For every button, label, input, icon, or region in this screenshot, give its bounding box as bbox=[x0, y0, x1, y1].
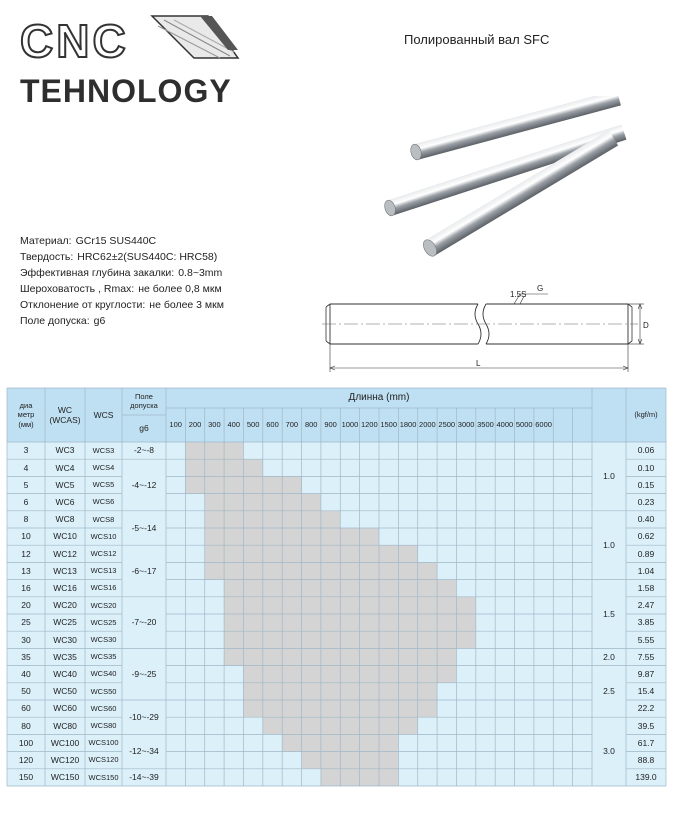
row-weight: 15.4 bbox=[637, 686, 655, 697]
row-diameter: 13 bbox=[21, 565, 31, 576]
logo-line1: CNC bbox=[20, 15, 129, 67]
tolerance-range: -6~-17 bbox=[131, 565, 157, 576]
row-wc: WC3 bbox=[55, 445, 75, 456]
header-length-2500: 2500 bbox=[438, 420, 456, 430]
header-length-5000: 5000 bbox=[515, 420, 533, 430]
row-wcs: WCS16 bbox=[90, 583, 117, 593]
spec-roughness: Шероховатость , Rmax: не более 0,8 мкм bbox=[20, 283, 222, 296]
row-diameter: 20 bbox=[21, 600, 31, 611]
row-weight: 1.58 bbox=[637, 582, 655, 593]
tolerance-range: -2~-8 bbox=[133, 445, 155, 456]
extra-value: 1.0 bbox=[603, 471, 615, 482]
extra-value: 3.0 bbox=[603, 746, 615, 757]
row-weight: 7.55 bbox=[637, 651, 655, 662]
header-length-4000: 4000 bbox=[496, 420, 514, 430]
row-weight: 39.5 bbox=[637, 720, 655, 731]
row-diameter: 5 bbox=[23, 479, 29, 490]
header-length-300: 300 bbox=[208, 420, 221, 430]
row-wc: WC12 bbox=[53, 548, 77, 559]
d-label: D bbox=[643, 321, 649, 330]
extra-value: 1.0 bbox=[603, 539, 615, 550]
extra-value: 2.5 bbox=[603, 686, 615, 697]
header-length-900: 900 bbox=[324, 420, 337, 430]
row-wc: WC60 bbox=[53, 703, 77, 714]
header-length-6000: 6000 bbox=[535, 420, 552, 430]
header-length-100: 100 bbox=[169, 420, 182, 430]
header-length-1800: 1800 bbox=[399, 420, 417, 430]
row-weight: 0.40 bbox=[637, 514, 655, 525]
row-weight: 0.23 bbox=[637, 496, 655, 507]
header-length-400: 400 bbox=[227, 420, 241, 430]
tolerance-range: -14~-39 bbox=[129, 772, 159, 783]
spec-hardness: Твердость: HRC62±2(SUS440C: HRC58) bbox=[20, 251, 218, 264]
row-wcs: WCS5 bbox=[92, 480, 115, 490]
header-length-1500: 1500 bbox=[380, 420, 398, 430]
row-diameter: 120 bbox=[18, 754, 34, 765]
row-diameter: 3 bbox=[23, 445, 29, 456]
row-weight: 0.06 bbox=[637, 445, 655, 456]
row-weight: 2.47 bbox=[637, 600, 655, 611]
row-diameter: 6 bbox=[23, 496, 29, 507]
header-length-500: 500 bbox=[246, 420, 260, 430]
header-length-700: 700 bbox=[285, 420, 299, 430]
g-label: G bbox=[537, 284, 544, 293]
header-length-200: 200 bbox=[188, 420, 202, 430]
header-length-1000: 1000 bbox=[341, 420, 359, 430]
row-wcs: WCS10 bbox=[90, 531, 117, 541]
row-wc: WC120 bbox=[50, 754, 80, 765]
tolerance-range: -5~-14 bbox=[131, 522, 157, 533]
row-wc: WC100 bbox=[50, 737, 80, 748]
extra-value: 2.0 bbox=[603, 651, 615, 662]
row-wc: WC20 bbox=[53, 600, 77, 611]
row-wc: WC6 bbox=[55, 496, 75, 507]
row-wc: WC13 bbox=[53, 565, 77, 576]
row-wcs: WCS120 bbox=[88, 755, 119, 765]
row-wc: WC50 bbox=[53, 686, 77, 697]
row-diameter: 50 bbox=[21, 686, 31, 697]
row-diameter: 25 bbox=[21, 617, 31, 628]
row-weight: 61.7 bbox=[637, 737, 655, 748]
row-weight: 88.8 bbox=[637, 754, 655, 765]
row-diameter: 40 bbox=[21, 668, 31, 679]
row-diameter: 60 bbox=[21, 703, 31, 714]
row-wc: WC16 bbox=[53, 582, 77, 593]
row-diameter: 4 bbox=[23, 462, 29, 473]
header-diameter: диа метр (мм) bbox=[17, 400, 35, 429]
row-wcs: WCS25 bbox=[90, 617, 117, 627]
header-length-1200: 1200 bbox=[360, 420, 378, 430]
spec-tolerance: Поле допуска: g6 bbox=[20, 315, 106, 328]
row-wcs: WCS100 bbox=[88, 738, 119, 748]
row-wc: WC25 bbox=[53, 617, 77, 628]
row-diameter: 8 bbox=[23, 514, 29, 525]
row-diameter: 35 bbox=[21, 651, 31, 662]
header-length-3500: 3500 bbox=[477, 420, 494, 430]
row-wc: WC30 bbox=[53, 634, 77, 645]
tolerance-range: -9~-25 bbox=[131, 668, 157, 679]
row-weight: 139.0 bbox=[635, 772, 657, 783]
row-diameter: 30 bbox=[21, 634, 31, 645]
row-weight: 3.85 bbox=[637, 617, 655, 628]
row-wcs: WCS20 bbox=[90, 600, 117, 610]
row-wcs: WCS50 bbox=[90, 686, 117, 696]
row-weight: 5.55 bbox=[637, 634, 655, 645]
document-title: Полированный вал SFC bbox=[404, 32, 550, 47]
row-wcs: WCS8 bbox=[92, 514, 115, 524]
row-diameter: 80 bbox=[21, 720, 31, 731]
spec-case-depth: Эффективная глубина закалки: 0.8~3mm bbox=[20, 267, 223, 280]
row-weight: 9.87 bbox=[637, 668, 655, 679]
header-length-3000: 3000 bbox=[457, 420, 475, 430]
tolerance-range: -4~-12 bbox=[131, 479, 157, 490]
row-diameter: 10 bbox=[21, 531, 31, 542]
row-diameter: 16 bbox=[21, 582, 31, 593]
row-wcs: WCS80 bbox=[90, 721, 117, 731]
row-wcs: WCS6 bbox=[92, 497, 115, 507]
row-wc: WC4 bbox=[55, 462, 75, 473]
row-wcs: WCS35 bbox=[90, 652, 117, 662]
row-wc: WC150 bbox=[50, 772, 80, 783]
row-weight: 0.62 bbox=[637, 531, 655, 542]
row-wcs: WCS30 bbox=[90, 635, 117, 645]
logo-line2: TEHNOLOGY bbox=[20, 73, 232, 109]
row-weight: 0.10 bbox=[637, 462, 655, 473]
row-wcs: WCS40 bbox=[90, 669, 117, 679]
row-wc: WC35 bbox=[53, 651, 77, 662]
finish-label: 1.5S bbox=[510, 290, 527, 299]
row-wc: WC5 bbox=[55, 479, 75, 490]
header-length-800: 800 bbox=[304, 420, 318, 430]
row-diameter: 100 bbox=[18, 737, 34, 748]
row-wc: WC8 bbox=[55, 514, 75, 525]
row-wcs: WCS4 bbox=[92, 463, 115, 473]
row-wcs: WCS12 bbox=[90, 549, 117, 559]
spec-material: Материал: GCr15 SUS440C bbox=[20, 235, 157, 247]
row-weight: 0.15 bbox=[637, 479, 655, 490]
row-weight: 0.89 bbox=[637, 548, 655, 559]
row-wcs: WCS13 bbox=[90, 566, 117, 576]
extra-value: 1.5 bbox=[603, 608, 615, 619]
row-wc: WC10 bbox=[53, 531, 77, 542]
header-tolerance-g6: g6 bbox=[139, 422, 149, 433]
spec-roundness: Отклонение от круглости: не более 3 мкм bbox=[20, 299, 224, 312]
header-length: Длинна (mm) bbox=[348, 392, 410, 403]
header-length-600: 600 bbox=[266, 420, 279, 430]
tolerance-range: -12~-34 bbox=[129, 746, 159, 757]
l-label: L bbox=[476, 359, 481, 368]
row-wcs: WCS60 bbox=[90, 703, 117, 713]
row-wc: WC40 bbox=[53, 668, 77, 679]
tolerance-range: -7~-20 bbox=[131, 617, 157, 628]
row-wcs: WCS3 bbox=[92, 445, 115, 455]
header-wc: WC (WCAS) bbox=[49, 404, 81, 425]
row-diameter: 12 bbox=[21, 548, 31, 559]
header-length-2000: 2000 bbox=[419, 420, 436, 430]
header-wcs: WCS bbox=[93, 409, 114, 420]
row-diameter: 150 bbox=[18, 772, 34, 783]
row-wcs: WCS150 bbox=[88, 772, 119, 782]
header-unit: (kgf/m) bbox=[634, 410, 658, 420]
tolerance-range: -10~-29 bbox=[129, 711, 159, 722]
row-wc: WC80 bbox=[53, 720, 77, 731]
row-weight: 1.04 bbox=[637, 565, 655, 576]
header-tolerance-title: Поле допуска bbox=[130, 391, 158, 410]
row-weight: 22.2 bbox=[637, 703, 655, 714]
